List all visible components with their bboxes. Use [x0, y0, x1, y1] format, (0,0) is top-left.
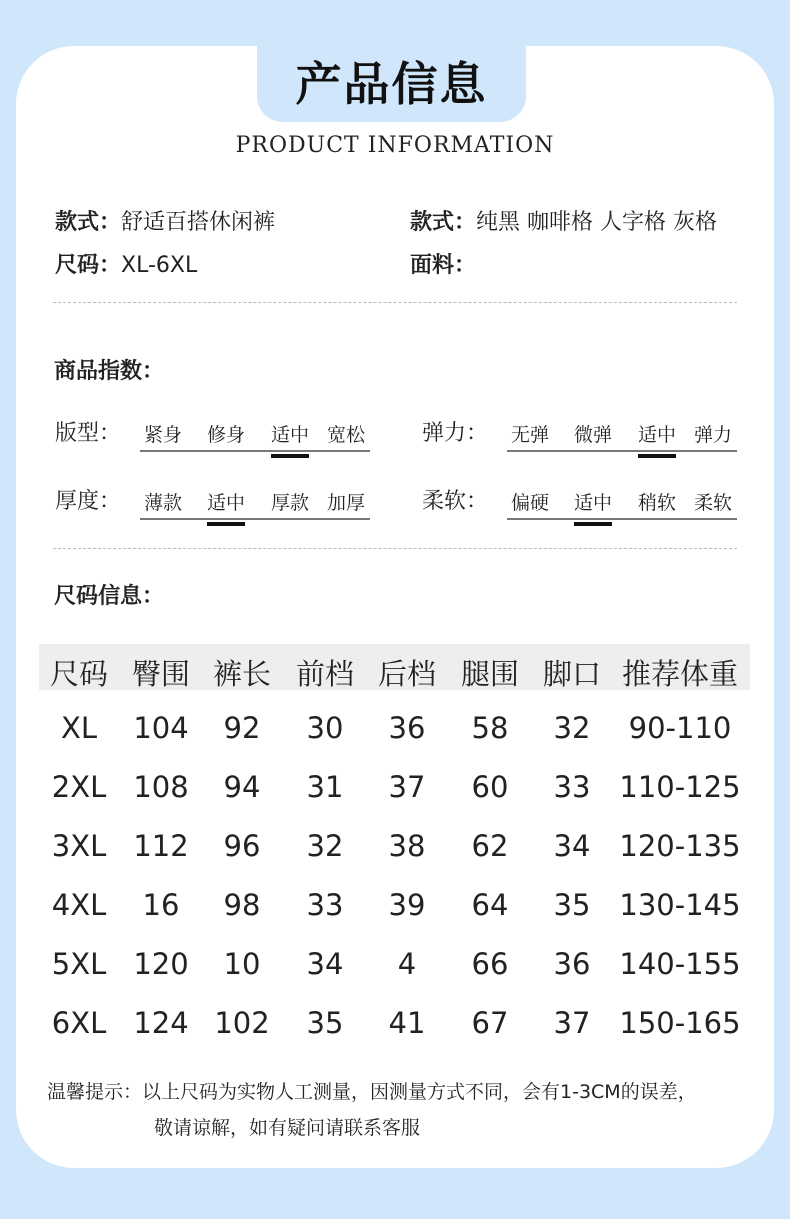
table-cell: 2XL	[51, 770, 107, 804]
index-section-title: 商品指数：	[54, 359, 165, 384]
table-cell: XL	[60, 711, 98, 745]
softness-scale	[507, 484, 737, 520]
thickness-option: 加厚	[327, 492, 366, 514]
fit-option: 适中	[271, 420, 309, 447]
fabric-row	[410, 248, 476, 279]
table-cell: 90-110	[628, 711, 732, 745]
softness-label: 柔软：	[422, 489, 489, 514]
elasticity-scale	[507, 416, 737, 452]
table-cell: 130-145	[619, 888, 741, 922]
page-subtitle: PRODUCT INFORMATION	[235, 133, 555, 158]
table-cell: 10	[223, 947, 261, 981]
table-header-cell: 推荐体重	[621, 657, 738, 691]
table-cell: 16	[142, 888, 180, 922]
table-cell: 36	[388, 711, 426, 745]
table-cell: 108	[133, 770, 189, 804]
table-cell: 4	[397, 947, 417, 981]
table-cell: 33	[306, 888, 344, 922]
table-cell: 37	[553, 1006, 591, 1040]
fit-label: 版型：	[55, 421, 122, 446]
table-cell: 34	[553, 829, 591, 863]
style-left-value: 舒适百搭休闲裤	[121, 210, 276, 235]
table-cell: 102	[214, 1006, 270, 1040]
note-line-2: 敬请谅解，如有疑问请联系客服	[154, 1117, 421, 1139]
fit-option: 修身	[207, 424, 246, 446]
table-cell: 37	[388, 770, 426, 804]
softness-option: 稍软	[638, 492, 677, 514]
softness-option: 柔软	[694, 492, 733, 514]
table-header-cell: 脚口	[542, 657, 601, 691]
table-cell: 35	[553, 888, 591, 922]
note-line-1: 温馨提示：以上尺码为实物人工测量，因测量方式不同，会有1-3CM的误差，	[47, 1081, 697, 1103]
table-cell: 104	[133, 711, 189, 745]
table-cell: 34	[306, 947, 344, 981]
elasticity-option: 无弹	[511, 424, 550, 446]
style-left-row	[55, 205, 275, 236]
table-cell: 41	[388, 1006, 426, 1040]
fit-option: 紧身	[144, 424, 183, 446]
table-header-cell: 前档	[295, 657, 354, 691]
table-cell: 140-155	[619, 947, 741, 981]
table-cell: 36	[553, 947, 591, 981]
thickness-scale	[140, 484, 370, 520]
table-cell: 112	[133, 829, 189, 863]
thickness-option: 薄款	[144, 492, 183, 514]
elasticity-option: 微弹	[574, 424, 613, 446]
table-cell: 32	[306, 829, 344, 863]
style-right-label: 款式：	[410, 210, 477, 235]
table-cell: 60	[471, 770, 509, 804]
elasticity-option: 弹力	[694, 424, 733, 446]
table-cell: 66	[471, 947, 509, 981]
size-row	[55, 248, 197, 279]
table-cell: 96	[223, 829, 261, 863]
table-cell: 110-125	[619, 770, 741, 804]
divider	[53, 548, 737, 549]
thickness-label: 厚度：	[55, 489, 122, 514]
table-cell: 30	[306, 711, 344, 745]
table-cell: 39	[388, 888, 426, 922]
table-cell: 3XL	[51, 829, 107, 863]
table-header-cell: 臀围	[131, 657, 190, 691]
table-cell: 33	[553, 770, 591, 804]
table-cell: 120-135	[619, 829, 741, 863]
softness-option: 适中	[574, 488, 612, 515]
table-cell: 58	[471, 711, 509, 745]
fabric-label: 面料：	[410, 253, 477, 278]
elasticity-label: 弹力：	[422, 421, 489, 446]
table-cell: 62	[471, 829, 509, 863]
table-header-cell: 腿围	[460, 657, 519, 691]
table-cell: 35	[306, 1006, 344, 1040]
table-header-cell: 裤长	[212, 657, 271, 691]
elasticity-option: 适中	[638, 420, 676, 447]
table-cell: 31	[306, 770, 344, 804]
divider	[53, 302, 737, 303]
table-cell: 6XL	[51, 1006, 107, 1040]
size-section-title: 尺码信息：	[54, 584, 165, 609]
size-value: XL-6XL	[121, 253, 198, 278]
softness-option: 偏硬	[511, 492, 550, 514]
table-cell: 120	[133, 947, 189, 981]
page-title: 产品信息	[257, 40, 526, 122]
table-cell: 150-165	[619, 1006, 741, 1040]
table-cell: 5XL	[51, 947, 107, 981]
table-cell: 92	[223, 711, 261, 745]
fit-scale	[140, 416, 370, 452]
thickness-option: 厚款	[271, 492, 310, 514]
size-label: 尺码：	[55, 253, 122, 278]
style-right-value: 纯黑 咖啡格 人字格 灰格	[476, 210, 717, 235]
table-cell: 38	[388, 829, 426, 863]
table-header-cell: 尺码	[49, 657, 108, 691]
style-right-row	[410, 205, 717, 236]
table-cell: 32	[553, 711, 591, 745]
table-cell: 67	[471, 1006, 509, 1040]
table-header-cell: 后档	[377, 657, 436, 691]
table-cell: 64	[471, 888, 509, 922]
table-cell: 98	[223, 888, 261, 922]
table-cell: 4XL	[51, 888, 107, 922]
table-cell: 124	[133, 1006, 189, 1040]
table-cell: 94	[223, 770, 261, 804]
style-left-label: 款式：	[55, 210, 122, 235]
fit-option: 宽松	[327, 424, 366, 446]
thickness-option: 适中	[207, 488, 245, 515]
